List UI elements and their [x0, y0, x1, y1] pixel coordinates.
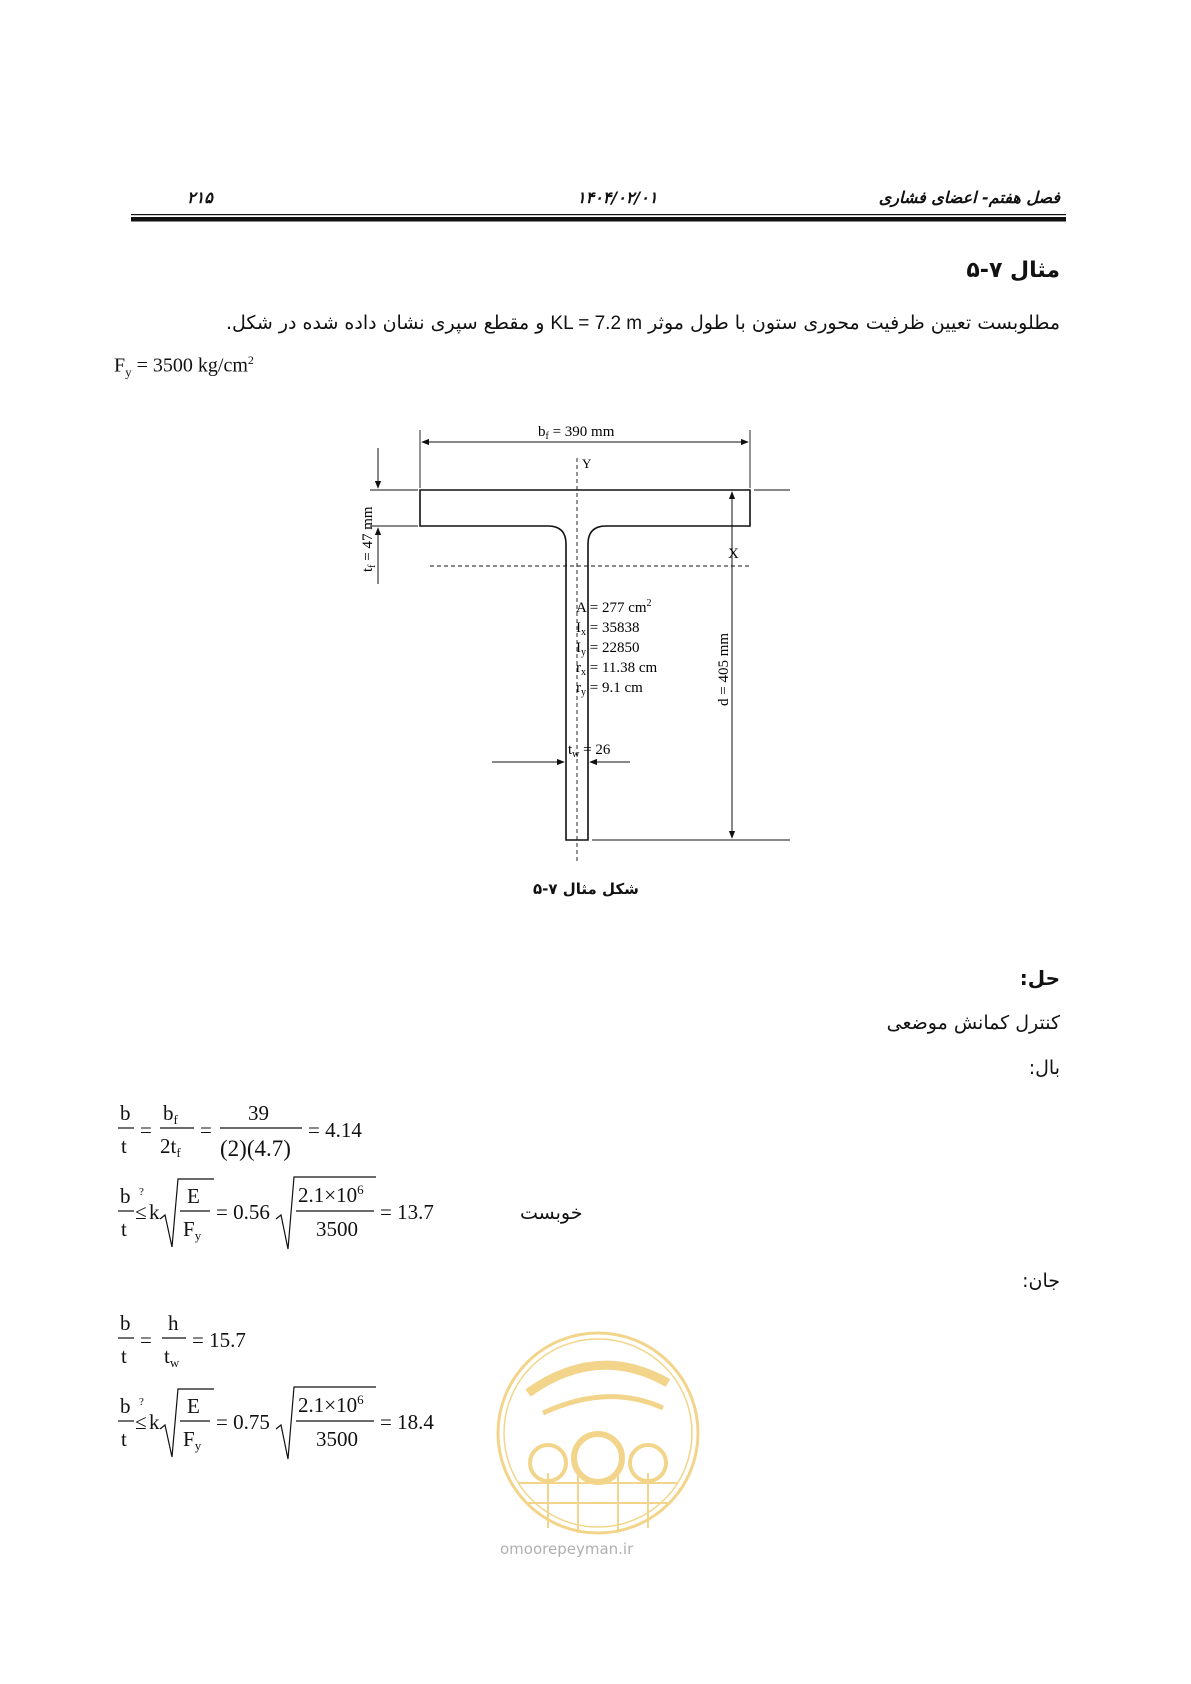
svg-text:t: t	[121, 1344, 127, 1368]
svg-text:k: k	[149, 1200, 160, 1224]
svg-text:b: b	[120, 1394, 131, 1418]
svg-text:E: E	[187, 1394, 200, 1418]
svg-text:Iy = 22850: $I_y = 22850$	[576, 640, 640, 658]
example-title: مثال ۷-۵	[966, 258, 1060, 283]
equation-flange-limit	[116, 1175, 446, 1255]
problem-statement	[226, 312, 1060, 335]
svg-text:2tf: 2tf	[160, 1134, 181, 1160]
svg-text:= 4.14: = 4.14	[308, 1118, 362, 1142]
svg-text:?: ?	[139, 1396, 144, 1408]
x-axis-label: X	[728, 546, 739, 562]
tee-section-figure	[330, 412, 810, 872]
web-label: جان:	[1022, 1270, 1060, 1292]
problem-text-end: و مقطع سپری نشان داده شده در شکل.	[225, 312, 551, 334]
svg-text:=: =	[140, 1328, 152, 1352]
svg-text:Fy: Fy	[183, 1427, 202, 1453]
header-rule	[131, 214, 1066, 223]
svg-text:b: b	[120, 1311, 131, 1335]
tee-outline	[420, 490, 750, 840]
svg-text:(2)(4.7): (2)(4.7)	[220, 1136, 291, 1161]
svg-text:bf: bf	[163, 1101, 178, 1127]
local-buckling-heading: کنترل کمانش موضعی	[886, 1012, 1060, 1034]
page-number: ۲۱۵	[187, 188, 213, 207]
svg-text:Fy: Fy	[183, 1217, 202, 1243]
svg-text:k: k	[149, 1410, 160, 1434]
svg-text:A = 277 cm2: A = 277 $cm^2$	[576, 598, 652, 616]
svg-text:rx = 11.38 cm: $r_x = 11.38$ cm	[576, 660, 658, 678]
header-date: ۱۴۰۴/۰۲/۰۱	[577, 188, 658, 207]
watermark-url: omoorepeyman.ir	[500, 1540, 634, 1558]
y-axis-label: Y	[582, 456, 592, 471]
svg-text:E: E	[187, 1184, 200, 1208]
yield-stress: $F_y = 3500$ $kg/cm^2$	[114, 353, 254, 380]
svg-text:= 13.7: = 13.7	[380, 1200, 434, 1224]
equation-flange-ratio	[116, 1095, 416, 1169]
effective-length: KL = 7.2 m	[550, 313, 643, 334]
svg-text:b: b	[120, 1101, 131, 1125]
d-label: d = 405 mm	[716, 632, 732, 706]
svg-text:t: t	[121, 1217, 127, 1241]
svg-text:tw: tw	[164, 1344, 180, 1370]
bf-label: $b_f = 390$ mm	[538, 424, 615, 442]
svg-text:≤: ≤	[135, 1410, 147, 1434]
svg-text:h: h	[168, 1311, 179, 1335]
svg-text:ry = 9.1 cm: $r_y = 9.1$ cm	[576, 680, 643, 698]
flange-label: بال:	[1028, 1057, 1060, 1079]
equation-web-limit	[116, 1385, 446, 1465]
svg-text:= 0.75: = 0.75	[216, 1410, 270, 1434]
svg-text:= 18.4: = 18.4	[380, 1410, 434, 1434]
watermark-logo	[488, 1323, 708, 1543]
svg-text:= 15.7: = 15.7	[192, 1328, 246, 1352]
tw-label: $t_w = 26$	[568, 742, 611, 760]
svg-text:?: ?	[139, 1186, 144, 1198]
chapter-title: فصل هفتم- اعضای فشاری	[878, 188, 1060, 207]
svg-text:= 0.56: = 0.56	[216, 1200, 270, 1224]
svg-text:=: =	[200, 1118, 212, 1142]
solution-title: حل:	[1019, 966, 1060, 990]
svg-text:3500: 3500	[316, 1217, 358, 1241]
svg-text:=: =	[140, 1118, 152, 1142]
svg-text:≤: ≤	[135, 1200, 147, 1224]
section-properties	[576, 598, 658, 698]
ok-label: خوبست	[520, 1202, 583, 1224]
svg-text:t: t	[121, 1134, 127, 1158]
svg-text:t: t	[121, 1427, 127, 1451]
figure-caption: شکل مثال ۷-۵	[533, 880, 639, 898]
svg-text:39: 39	[248, 1101, 269, 1125]
svg-text:b: b	[120, 1184, 131, 1208]
svg-text:2.1×106: $2.1\times 10^6$	[298, 1392, 364, 1417]
problem-text-start: مطلوبست تعیین ظرفیت محوری ستون با طول موثر	[642, 312, 1060, 334]
svg-text:2.1×106: $2.1\times 10^6$	[298, 1182, 364, 1207]
equation-web-ratio	[116, 1305, 316, 1379]
svg-text:Ix = 35838: $I_x = 35838$	[576, 620, 640, 638]
tf-label: $t_f = 47$ mm	[360, 506, 378, 572]
svg-text:3500: 3500	[316, 1427, 358, 1451]
